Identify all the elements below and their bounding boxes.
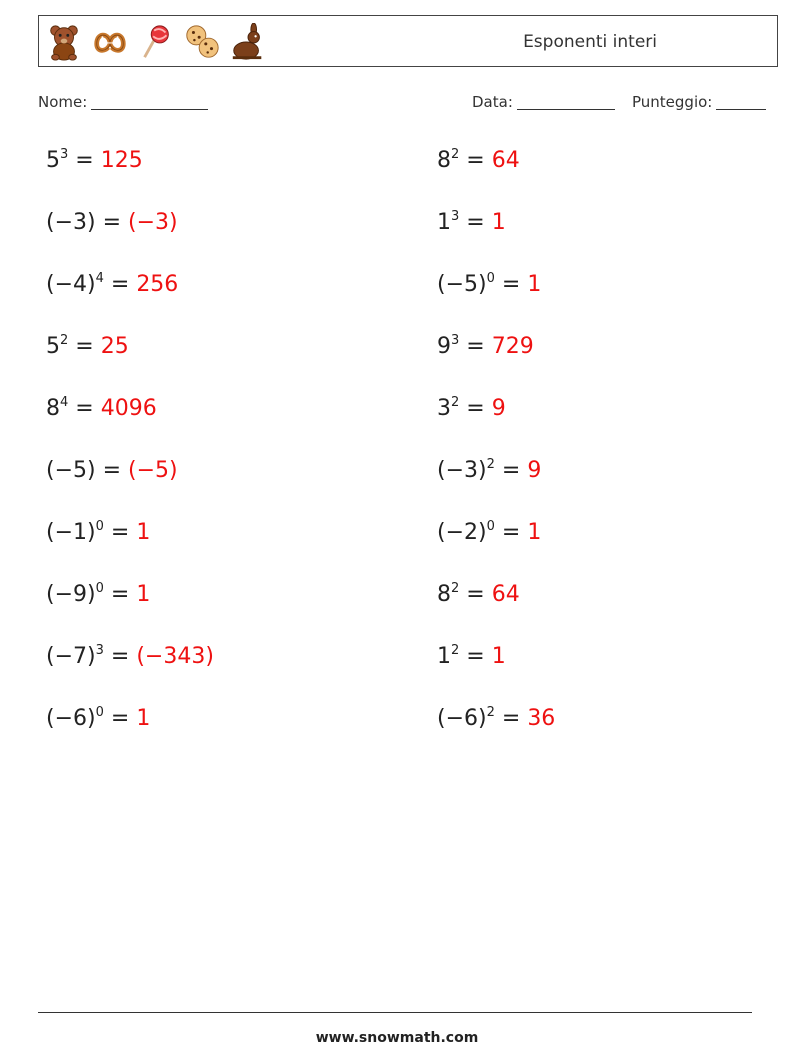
score-label: Punteggio: [632,93,713,111]
problem-item [46,272,178,297]
problem-base: 3 [437,396,451,421]
problem-answer: (−3) [128,210,178,235]
problem-base: (−5) [46,458,96,483]
problem-answer: 4096 [100,396,157,421]
problem-exponent: 3 [451,209,460,224]
problem-base: (−1) [46,520,96,545]
problem-base: (−6) [46,706,96,731]
problem-answer: 64 [491,148,520,173]
problem-exponent: 2 [486,457,495,472]
problem-item [437,582,520,607]
problem-base: (−2) [437,520,487,545]
date-label: Data: [472,93,513,111]
problem-answer: 1 [527,520,542,545]
problem-exponent: 0 [95,581,104,596]
problem-exponent: 4 [60,395,69,410]
problem-base: 8 [46,396,60,421]
name-label: Nome: [38,93,88,111]
equals-sign: = [68,148,101,173]
problem-answer: 25 [100,334,129,359]
problem-item [437,706,555,731]
problem-item [437,644,506,669]
problem-exponent: 0 [95,519,104,534]
equals-sign: = [103,582,137,607]
problem-item [46,334,129,359]
equals-sign: = [459,148,492,173]
problem-item [437,520,541,545]
problem-exponent: 3 [451,333,460,348]
problem-answer: 1 [491,644,506,669]
problem-item [46,148,143,173]
problem-item [437,148,520,173]
equals-sign: = [459,210,492,235]
problem-exponent: 2 [451,147,460,162]
problem-base: (−3) [437,458,487,483]
problem-exponent: 2 [451,395,460,410]
problem-item [46,706,150,731]
equals-sign: = [459,334,492,359]
equals-sign: = [103,272,137,297]
problem-base: 8 [437,582,451,607]
problem-item [46,396,157,421]
problem-answer: 1 [491,210,506,235]
equals-sign: = [103,520,137,545]
problem-item [437,272,541,297]
problem-exponent: 0 [486,271,495,286]
equals-sign: = [68,334,101,359]
equals-sign: = [494,272,528,297]
problem-base: (−9) [46,582,96,607]
problem-base: (−5) [437,272,487,297]
worksheet-title: Esponenti interi [523,32,657,52]
problem-item [437,210,506,235]
problem-item [46,458,178,483]
footer-website: www.snowmath.com [315,1030,479,1046]
problem-answer: 1 [527,272,542,297]
equals-sign: = [95,458,129,483]
problem-base: (−7) [46,644,96,669]
problem-exponent: 2 [451,581,460,596]
problem-answer: 256 [136,272,179,297]
problem-exponent: 3 [60,147,69,162]
equals-sign: = [459,396,492,421]
footer-divider [38,1012,752,1013]
equals-sign: = [459,644,492,669]
problem-item [437,458,541,483]
problem-answer: 1 [136,520,151,545]
problem-exponent: 3 [95,643,104,658]
problem-base: 8 [437,148,451,173]
problem-item [437,396,506,421]
problem-answer: 9 [527,458,542,483]
problem-answer: 1 [136,706,151,731]
equals-sign: = [103,706,137,731]
problem-base: (−6) [437,706,487,731]
problem-base: 5 [46,148,60,173]
problem-base: 5 [46,334,60,359]
equals-sign: = [494,520,528,545]
problem-base: 9 [437,334,451,359]
problem-base: 1 [437,644,451,669]
problem-item [437,334,534,359]
problem-base: 1 [437,210,451,235]
problem-item [46,582,150,607]
problem-exponent: 2 [60,333,69,348]
equals-sign: = [103,644,137,669]
problem-exponent: 4 [95,271,104,286]
equals-sign: = [494,706,528,731]
problem-exponent: 2 [451,643,460,658]
problem-answer: 9 [491,396,506,421]
equals-sign: = [459,582,492,607]
problem-answer: (−343) [136,644,214,669]
problem-item [46,520,150,545]
problem-answer: 125 [100,148,143,173]
problem-answer: 1 [136,582,151,607]
problem-answer: 36 [527,706,556,731]
problem-item [46,210,178,235]
problem-item [46,644,214,669]
problem-exponent: 2 [486,705,495,720]
problem-answer: (−5) [128,458,178,483]
problem-base: (−3) [46,210,96,235]
problem-answer: 64 [491,582,520,607]
problem-base: (−4) [46,272,96,297]
problem-exponent: 0 [95,705,104,720]
equals-sign: = [95,210,129,235]
problem-answer: 729 [491,334,534,359]
problem-exponent: 0 [486,519,495,534]
equals-sign: = [494,458,528,483]
equals-sign: = [68,396,101,421]
